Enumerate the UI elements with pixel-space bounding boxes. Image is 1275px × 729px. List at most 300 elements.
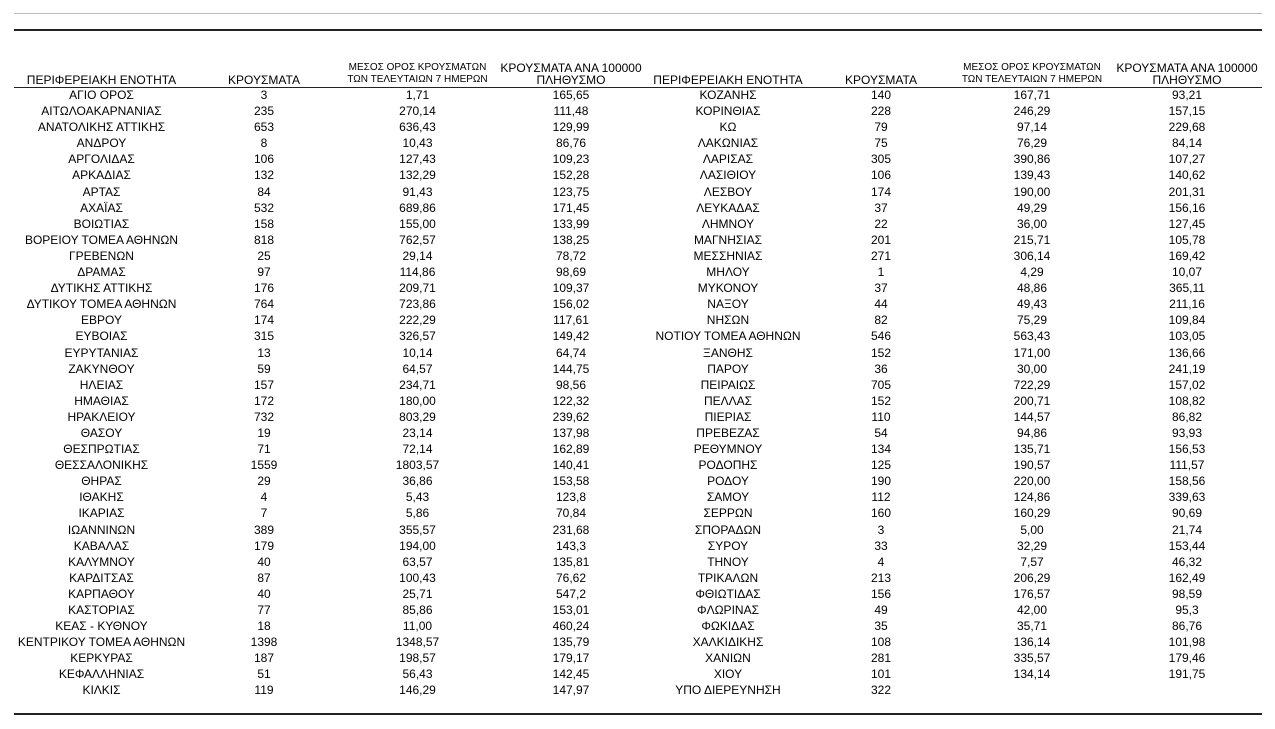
table-row [14, 86, 1262, 103]
cases-cell-right: 75 [874, 136, 888, 151]
per100k-line2: ΠΛΗΘΥΣΜΟ [536, 73, 606, 87]
table-body [14, 86, 1262, 699]
table-bottom-rule [14, 713, 1262, 715]
cases-cell-right: 22 [874, 216, 888, 231]
col-header-region-right: ΠΕΡΙΦΕΡΕΙΑΚΗ ΕΝΟΤΗΤΑ [653, 73, 803, 87]
cases-cell-left: 235 [253, 104, 275, 119]
avg7-cell-right: 220,00 [1013, 474, 1051, 489]
top-rule [14, 13, 1262, 14]
region-cell-right: ΜΑΓΝΗΣΙΑΣ [693, 232, 763, 247]
avg7-cell-right: 124,86 [1013, 490, 1051, 505]
region-cell-left: ΑΓΙΟ ΟΡΟΣ [69, 88, 134, 102]
cases-cell-right: 79 [874, 120, 888, 135]
avg7-cell-left: 155,00 [399, 216, 436, 231]
per100k-cell-left: 162,89 [552, 442, 590, 457]
per100k-line2: ΠΛΗΘΥΣΜΟ [1152, 73, 1222, 87]
region-cell-right: ΠΡΕΒΕΖΑΣ [696, 425, 760, 440]
avg7-cell-right: 42,00 [1016, 603, 1048, 617]
per100k-cell-left: 135,81 [552, 554, 590, 569]
avg7-cell-left: 29,14 [402, 248, 433, 263]
cases-cell-left: 71 [257, 442, 271, 457]
avg7-cell-right: 76,29 [1016, 136, 1048, 151]
per100k-cell-left: 171,45 [552, 200, 590, 215]
avg7-cell-right: 49,29 [1016, 200, 1048, 215]
region-cell-right: ΠΙΕΡΙΑΣ [704, 409, 752, 424]
cases-cell-left: 818 [253, 232, 275, 247]
avg7-cell-left: 234,71 [399, 377, 436, 392]
per100k-cell-right: 86,82 [1171, 409, 1203, 424]
avg7-cell-left: 23,14 [402, 425, 433, 440]
per100k-cell-right: 93,93 [1171, 425, 1203, 440]
per100k-cell-right: 157,02 [1168, 377, 1206, 392]
per100k-cell-right: 136,66 [1168, 345, 1206, 360]
avg7-cell-left: 270,14 [399, 104, 436, 119]
avg7-cell-right: 5,00 [1020, 522, 1044, 537]
cases-cell-left: 51 [257, 667, 271, 682]
cases-cell-right: 3 [877, 522, 885, 537]
avg7-cell-left: 326,57 [399, 329, 436, 344]
region-cell-right: ΠΕΙΡΑΙΩΣ [700, 377, 756, 392]
cases-cell-left: 40 [257, 554, 271, 569]
cases-cell-left: 158 [253, 216, 275, 231]
avg7-cell-right: 335,57 [1013, 651, 1051, 666]
cases-cell-right: 281 [870, 651, 892, 666]
table-row [14, 505, 1262, 521]
per100k-line1: ΚΡΟΥΣΜΑΤΑ ΑΝΑ 100000 [500, 61, 642, 75]
table-row [14, 618, 1262, 634]
per100k-cell-left: 123,75 [552, 184, 590, 199]
cases-cell-right: 125 [870, 458, 892, 473]
cases-cell-right: 4 [877, 554, 885, 569]
region-cell-right: ΧΑΛΚΙΔΙΚΗΣ [692, 635, 764, 650]
avg7-cell-left: 1803,57 [395, 458, 440, 473]
cases-cell-right: 37 [874, 200, 888, 215]
per100k-cell-right: 158,56 [1168, 474, 1206, 489]
region-cell-left: ΚΕΡΚΥΡΑΣ [70, 651, 133, 666]
avg7-cell-right: 136,14 [1013, 635, 1051, 650]
per100k-cell-left: 138,25 [552, 232, 590, 247]
region-cell-left: ΗΜΑΘΙΑΣ [74, 393, 129, 408]
region-cell-right: ΛΕΥΚΑΔΑΣ [696, 200, 760, 215]
avg7-cell-left: 10,43 [402, 136, 433, 151]
avg7-line1: ΜΕΣΟΣ ΟΡΟΣ ΚΡΟΥΣΜΑΤΩΝ [348, 62, 487, 73]
region-cell-right: ΛΑΡΙΣΑΣ [702, 152, 754, 167]
col-header-cases-left: ΚΡΟΥΣΜΑΤΑ [228, 73, 300, 87]
cases-cell-left: 176 [253, 281, 275, 296]
per100k-cell-right: 241,19 [1168, 361, 1206, 376]
per100k-cell-right: 191,75 [1168, 667, 1206, 682]
region-cell-left: ΘΕΣΠΡΩΤΙΑΣ [63, 442, 140, 457]
per100k-cell-right: 105,78 [1168, 232, 1206, 247]
table-row [14, 167, 1262, 183]
avg7-cell-right: 306,14 [1013, 248, 1051, 263]
region-cell-left: ΓΡΕΒΕΝΩΝ [69, 248, 134, 263]
per100k-cell-right: 109,84 [1168, 313, 1206, 328]
table-row [14, 554, 1262, 570]
region-cell-left: ΖΑΚΥΝΘΟΥ [68, 361, 135, 376]
per100k-cell-left: 140,41 [552, 458, 590, 473]
region-cell-right: ΣΕΡΡΩΝ [703, 506, 753, 521]
avg7-cell-left: 56,43 [402, 667, 433, 682]
cases-cell-right: 1 [877, 265, 885, 280]
avg7-cell-left: 10,14 [402, 345, 433, 360]
region-cell-left: ΑΡΤΑΣ [82, 184, 121, 199]
region-cell-left: ΙΘΑΚΗΣ [79, 490, 124, 505]
table-row [14, 184, 1262, 200]
region-cell-right: ΚΟΡΙΝΘΙΑΣ [695, 104, 761, 119]
cases-cell-left: 8 [260, 136, 268, 151]
per100k-cell-left: 109,37 [552, 281, 590, 296]
per100k-cell-right: 98,59 [1171, 586, 1203, 601]
cases-cell-left: 532 [253, 200, 275, 215]
region-cell-right: ΣΑΜΟΥ [706, 490, 750, 505]
region-cell-right: ΝΟΤΙΟΥ ΤΟΜΕΑ ΑΘΗΝΩΝ [655, 329, 801, 344]
per100k-cell-left: 70,84 [555, 506, 587, 521]
cases-cell-right: 228 [870, 104, 892, 119]
per100k-cell-left: 135,79 [552, 635, 590, 650]
cases-cell-right: 82 [874, 313, 888, 328]
avg7-line2: ΤΩΝ ΤΕΛΕΥΤΑΙΩΝ 7 ΗΜΕΡΩΝ [347, 74, 488, 85]
avg7-cell-right: 563,43 [1013, 329, 1051, 344]
table-row [14, 650, 1262, 666]
per100k-cell-left: 133,99 [552, 216, 590, 231]
cases-cell-left: 25 [257, 248, 271, 263]
cases-cell-right: 44 [874, 297, 888, 312]
per100k-cell-right: 10,07 [1171, 265, 1203, 280]
cases-cell-left: 87 [257, 570, 271, 585]
per100k-cell-left: 98,69 [555, 265, 587, 280]
per100k-cell-left: 144,75 [552, 361, 590, 376]
table-row [14, 473, 1262, 489]
table-row [14, 232, 1262, 248]
avg7-cell-left: 1348,57 [395, 635, 440, 650]
table-row [14, 666, 1262, 682]
per100k-cell-left: 111,48 [553, 104, 589, 119]
col-header-per100k-left [496, 56, 646, 86]
avg7-cell-right: 160,29 [1013, 506, 1051, 521]
per100k-cell-right: 95,3 [1175, 603, 1199, 617]
avg7-cell-right: 190,00 [1013, 184, 1051, 199]
avg7-cell-left: 355,57 [399, 522, 436, 537]
header-row [14, 56, 1262, 86]
avg7-cell-right: 30,00 [1016, 361, 1048, 376]
avg7-cell-left: 63,57 [402, 554, 433, 569]
cases-cell-right: 108 [870, 635, 892, 650]
region-cell-left: ΚΑΒΑΛΑΣ [73, 538, 130, 553]
avg7-cell-left: 100,43 [399, 570, 436, 585]
per100k-cell-right: 103,05 [1168, 329, 1206, 344]
per100k-cell-right: 211,16 [1169, 297, 1205, 312]
region-cell-left: ΚΑΣΤΟΡΙΑΣ [68, 603, 135, 617]
per100k-cell-left: 109,23 [552, 152, 590, 167]
col-header-per100k-right [1112, 56, 1262, 86]
per100k-cell-right: 153,44 [1168, 538, 1206, 553]
table-row [14, 200, 1262, 216]
cases-cell-left: 132 [253, 168, 275, 183]
per100k-cell-right: 107,27 [1168, 152, 1206, 167]
per100k-cell-right: 108,82 [1168, 393, 1206, 408]
cases-cell-left: 97 [257, 265, 271, 280]
avg7-cell-left: 5,86 [405, 506, 430, 521]
per100k-cell-right [1112, 682, 1262, 698]
cases-cell-left: 13 [257, 345, 271, 360]
cases-cell-left: 315 [253, 329, 275, 344]
per100k-cell-left: 143,3 [555, 538, 587, 553]
avg7-cell-right: 171,00 [1013, 345, 1051, 360]
avg7-cell-right: 176,57 [1013, 586, 1051, 601]
per100k-cell-right: 157,15 [1168, 104, 1206, 119]
region-cell-left: ΑΧΑΪΑΣ [80, 200, 123, 215]
per100k-cell-left: 547,2 [555, 586, 587, 601]
avg7-cell-left: 194,00 [399, 538, 436, 553]
per100k-cell-left: 64,74 [555, 345, 587, 360]
region-cell-left: ΘΗΡΑΣ [81, 474, 122, 489]
avg7-cell-left: 723,86 [399, 297, 436, 312]
table-row [14, 393, 1262, 409]
region-cell-right: ΣΥΡΟΥ [707, 538, 749, 553]
cases-cell-right: 322 [870, 683, 892, 698]
region-cell-left: ΔΥΤΙΚΗΣ ΑΤΤΙΚΗΣ [50, 281, 153, 296]
region-cell-right: ΤΡΙΚΑΛΩΝ [697, 570, 759, 585]
per100k-cell-right: 84,14 [1171, 136, 1203, 151]
cases-cell-right: 190 [870, 474, 892, 489]
avg7-cell-left: 72,14 [402, 442, 433, 457]
per100k-cell-left: 122,32 [552, 393, 590, 408]
avg7-cell-right: 7,57 [1020, 554, 1044, 569]
avg7-cell-left: 11,00 [402, 619, 433, 634]
cases-cell-right: 140 [870, 88, 892, 102]
region-cell-right: ΡΟΔΟΠΗΣ [698, 458, 758, 473]
per100k-cell-right: 365,11 [1169, 281, 1205, 296]
avg7-cell-left: 222,29 [399, 313, 436, 328]
region-cell-left: ΔΥΤΙΚΟΥ ΤΟΜΕΑ ΑΘΗΝΩΝ [26, 297, 177, 312]
per100k-line1: ΚΡΟΥΣΜΑΤΑ ΑΝΑ 100000 [1116, 61, 1258, 75]
table-row [14, 409, 1262, 425]
cases-cell-right: 201 [870, 232, 892, 247]
cases-cell-left: 653 [253, 120, 275, 135]
region-cell-right: ΧΙΟΥ [713, 667, 743, 682]
avg7-cell-left: 209,71 [399, 281, 436, 296]
region-cell-right: ΤΗΝΟΥ [707, 554, 749, 569]
avg7-cell-left: 85,86 [402, 603, 433, 617]
table-row [14, 522, 1262, 538]
avg7-cell-left: 636,43 [399, 120, 436, 135]
per100k-cell-right: 169,42 [1168, 248, 1206, 263]
region-cell-left: ΑΡΓΟΛΙΔΑΣ [68, 152, 135, 167]
cases-cell-left: 1398 [250, 635, 278, 650]
cases-cell-right: 160 [870, 506, 892, 521]
table-row [14, 216, 1262, 232]
col-header-avg7-left [339, 56, 496, 86]
table-row [14, 135, 1262, 151]
cases-cell-right: 152 [870, 345, 892, 360]
per100k-cell-right: 229,68 [1168, 120, 1206, 135]
cases-cell-left: 732 [253, 409, 275, 424]
region-cell-left: ΕΒΡΟΥ [81, 313, 122, 328]
cases-cell-left: 1559 [250, 458, 278, 473]
per100k-cell-left: 117,61 [553, 313, 589, 328]
region-cell-left: ΚΑΡΠΑΘΟΥ [68, 586, 135, 601]
avg7-cell-left: 132,29 [399, 168, 436, 183]
table-row [14, 119, 1262, 135]
cases-cell-left: 29 [257, 474, 271, 489]
region-cell-right: ΞΑΝΘΗΣ [703, 345, 753, 360]
region-cell-right: ΝΑΞΟΥ [707, 297, 749, 312]
cases-cell-left: 389 [253, 522, 275, 537]
per100k-cell-right: 127,45 [1168, 216, 1206, 231]
regional-cases-table [14, 56, 1262, 699]
region-cell-left: ΙΩΑΝΝΙΝΩΝ [67, 522, 136, 537]
table-row [14, 312, 1262, 328]
region-cell-left: ΚΕΝΤΡΙΚΟΥ ΤΟΜΕΑ ΑΘΗΝΩΝ [17, 635, 186, 650]
cases-cell-left: 172 [253, 393, 275, 408]
per100k-cell-right: 162,49 [1168, 570, 1206, 585]
region-cell-left: ΙΚΑΡΙΑΣ [78, 506, 125, 521]
region-cell-right: ΜΥΚΟΝΟΥ [697, 281, 759, 296]
per100k-cell-left: 153,58 [552, 474, 590, 489]
region-cell-right: ΠΕΛΛΑΣ [703, 393, 753, 408]
region-cell-left: ΑΙΤΩΛΟΑΚΑΡΝΑΝΙΑΣ [41, 104, 162, 119]
avg7-cell-right [952, 682, 1112, 698]
cases-cell-right: 54 [874, 425, 888, 440]
region-cell-left: ΑΝΔΡΟΥ [76, 136, 127, 151]
per100k-cell-left: 152,28 [552, 168, 590, 183]
region-cell-left: ΗΡΑΚΛΕΙΟΥ [67, 409, 136, 424]
region-cell-right: ΚΟΖΑΝΗΣ [699, 88, 757, 102]
table-row [14, 586, 1262, 602]
avg7-cell-right: 139,43 [1013, 168, 1051, 183]
avg7-cell-right: 200,71 [1013, 393, 1051, 408]
cases-cell-right: 36 [874, 361, 888, 376]
region-cell-left: ΚΑΡΔΙΤΣΑΣ [69, 570, 134, 585]
cases-cell-left: 764 [253, 297, 275, 312]
avg7-cell-right: 206,29 [1013, 570, 1051, 585]
cases-cell-right: 33 [874, 538, 888, 553]
region-cell-right: ΜΗΛΟΥ [706, 265, 750, 280]
cases-cell-left: 59 [257, 361, 271, 376]
cases-cell-right: 37 [874, 281, 888, 296]
cases-cell-right: 110 [871, 409, 891, 424]
region-cell-right: ΣΠΟΡΑΔΩΝ [694, 522, 762, 537]
per100k-cell-left: 153,01 [552, 603, 590, 617]
region-cell-right: ΛΗΜΝΟΥ [701, 216, 755, 231]
per100k-cell-right: 90,69 [1171, 506, 1203, 521]
avg7-cell-left: 91,43 [402, 184, 433, 199]
cases-cell-right: 174 [870, 184, 892, 199]
per100k-cell-right: 93,21 [1171, 88, 1203, 102]
region-cell-left: ΕΥΒΟΙΑΣ [75, 329, 128, 344]
cases-cell-right: 49 [874, 603, 888, 617]
table-row [14, 296, 1262, 312]
table-row [14, 634, 1262, 650]
avg7-cell-right: 246,29 [1013, 104, 1051, 119]
per100k-cell-left: 129,99 [552, 120, 590, 135]
region-cell-right: ΦΩΚΙΔΑΣ [701, 619, 755, 634]
avg7-cell-left: 198,57 [399, 651, 436, 666]
cases-cell-right: 35 [874, 619, 888, 634]
table-row [14, 489, 1262, 505]
avg7-cell-left: 762,57 [399, 232, 436, 247]
cases-cell-left: 157 [253, 377, 275, 392]
per100k-cell-left: 149,42 [552, 329, 590, 344]
cases-cell-left: 18 [257, 619, 271, 634]
cases-cell-right: 106 [870, 168, 892, 183]
region-cell-right: ΛΑΚΩΝΙΑΣ [697, 136, 759, 151]
table-row [14, 264, 1262, 280]
table-row [14, 345, 1262, 361]
cases-cell-left: 119 [254, 683, 274, 698]
cases-cell-left: 174 [253, 313, 275, 328]
per100k-cell-left: 239,62 [552, 409, 590, 424]
per100k-cell-right: 101,98 [1168, 635, 1206, 650]
region-cell-right: ΠΑΡΟΥ [707, 361, 749, 376]
per100k-cell-left: 86,76 [555, 136, 587, 151]
table-row [14, 280, 1262, 296]
region-cell-left: ΚΙΛΚΙΣ [82, 683, 121, 698]
avg7-cell-left: 36,86 [402, 474, 433, 489]
avg7-cell-left: 25,71 [402, 586, 433, 601]
table-row [14, 441, 1262, 457]
avg7-cell-right: 97,14 [1016, 120, 1048, 135]
region-cell-right: ΚΩ [719, 120, 737, 135]
avg7-cell-right: 134,14 [1013, 667, 1051, 682]
region-cell-right: ΧΑΝΙΩΝ [705, 651, 751, 666]
avg7-cell-left: 127,43 [399, 152, 436, 167]
cases-cell-left: 7 [260, 506, 268, 521]
per100k-cell-right: 140,62 [1168, 168, 1206, 183]
region-cell-right: ΡΟΔΟΥ [707, 474, 749, 489]
avg7-cell-left: 180,00 [399, 393, 436, 408]
region-cell-left: ΚΕΑΣ - ΚΥΘΝΟΥ [55, 619, 148, 634]
per100k-cell-left: 137,98 [552, 425, 590, 440]
per100k-cell-right: 179,46 [1168, 651, 1206, 666]
table-row [14, 570, 1262, 586]
per100k-cell-left: 147,97 [552, 683, 590, 698]
per100k-cell-left: 76,62 [555, 570, 587, 585]
per100k-cell-right: 156,53 [1168, 442, 1206, 457]
table-row [14, 457, 1262, 473]
table-row [14, 103, 1262, 119]
region-cell-left: ΘΑΣΟΥ [80, 425, 123, 440]
region-cell-left: ΚΑΛΥΜΝΟΥ [68, 554, 135, 569]
table-top-rule [14, 29, 1262, 31]
cases-cell-left: 84 [257, 184, 271, 199]
table-row [14, 538, 1262, 554]
per100k-cell-left: 98,56 [555, 377, 587, 392]
col-header-cases-right: ΚΡΟΥΣΜΑΤΑ [845, 73, 917, 87]
per100k-cell-right: 339,63 [1168, 490, 1206, 505]
avg7-cell-right: 4,29 [1020, 265, 1044, 280]
per100k-cell-right: 201,31 [1168, 184, 1206, 199]
region-cell-left: ΒΟΡΕΙΟΥ ΤΟΜΕΑ ΑΘΗΝΩΝ [24, 232, 179, 247]
region-cell-left: ΗΛΕΙΑΣ [79, 377, 124, 392]
cases-cell-left: 187 [253, 651, 275, 666]
avg7-cell-left: 803,29 [399, 409, 436, 424]
per100k-cell-left: 165,65 [552, 88, 590, 102]
region-cell-left: ΑΡΚΑΔΙΑΣ [72, 168, 131, 183]
per100k-cell-right: 111,57 [1169, 458, 1205, 473]
table-row [14, 425, 1262, 441]
per100k-cell-right: 156,16 [1168, 200, 1206, 215]
per100k-cell-right: 86,76 [1171, 619, 1203, 634]
col-header-region-left: ΠΕΡΙΦΕΡΕΙΑΚΗ ΕΝΟΤΗΤΑ [26, 73, 177, 87]
per100k-cell-left: 142,45 [552, 667, 590, 682]
per100k-cell-right: 21,74 [1171, 522, 1203, 537]
cases-cell-left: 40 [257, 586, 271, 601]
cases-cell-left: 77 [257, 603, 271, 617]
avg7-cell-right: 390,86 [1013, 152, 1051, 167]
per100k-cell-left: 123,8 [555, 490, 587, 505]
